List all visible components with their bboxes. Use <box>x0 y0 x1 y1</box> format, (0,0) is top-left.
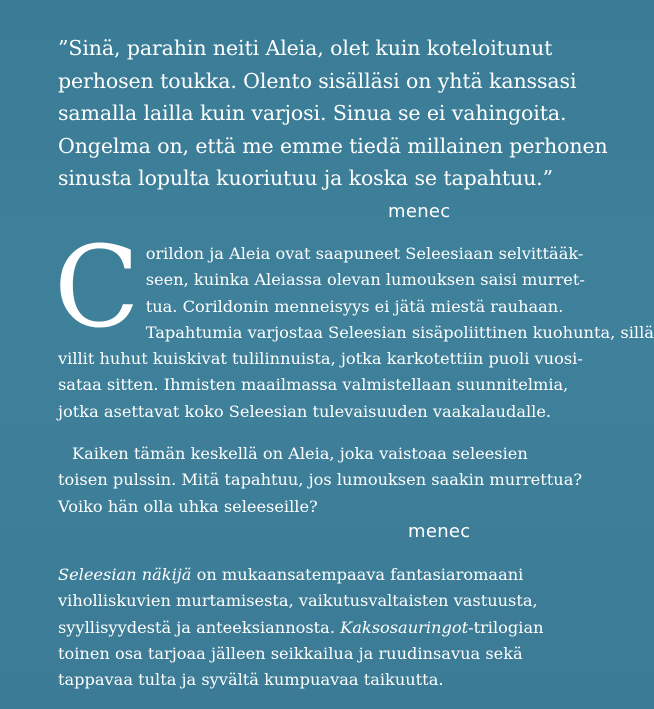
quote-line: Ongelma on, että me emme tiedä millainen perhonen <box>58 133 608 158</box>
synopsis-line: villit huhut kuiskivat tulilinnuista, jotka karkotettiin puoli vuosi- <box>58 349 583 369</box>
synopsis-line: tappavaa tulta ja syvältä kumpuavaa taikuutta. <box>58 670 444 690</box>
quote-line: ”Sinä, parahin neiti Aleia, olet kuin koteloitunut <box>58 36 553 60</box>
quote-line: perhosen toukka. Olento sisälläsi on yhtä kanssasi <box>58 68 577 93</box>
quote-line: samalla lailla kuin varjosi. Sinua se ei vahingoita. <box>58 101 567 126</box>
drop-cap: C <box>54 223 140 353</box>
synopsis-line: viholliskuvien murtamisesta, vaikutusvaltaisten vastuusta, <box>58 591 538 611</box>
synopsis-line: Voiko hän olla uhka seleeseille? <box>58 496 318 516</box>
series-title: Kaksosauringot <box>340 617 469 637</box>
synopsis-line: jotka asettavat koko Seleesian tulevaisuuden vaakalaudalle. <box>58 401 552 421</box>
watermark: menec <box>388 201 451 222</box>
synopsis-paragraph-1 <box>54 223 654 425</box>
text-segment: on mukaansatempaava fantasiaromaani <box>191 565 524 584</box>
synopsis-line <box>58 615 563 641</box>
synopsis-line: Tapahtumia varjostaa Seleesian sisäpoliittinen kuohunta, sillä <box>145 322 654 342</box>
book-title: Seleesian näkijä <box>58 565 192 584</box>
synopsis-line: tua. Corildonin menneisyys ei jätä miestä rauhaan. <box>145 296 564 316</box>
synopsis-line: toisen pulssin. Mitä tapahtuu, jos lumouksen saakin murrettua? <box>58 470 583 490</box>
text-segment: syyllisyydestä ja anteeksiannosta. <box>58 617 341 637</box>
synopsis-paragraph-3 <box>58 562 563 693</box>
synopsis-line <box>58 562 563 588</box>
synopsis-line: Kaiken tämän keskellä on Aleia, joka vaistoaa seleesien <box>72 444 528 463</box>
synopsis-paragraph-2 <box>58 441 583 520</box>
synopsis-line: seen, kuinka Aleiassa olevan lumouksen saisi murret- <box>145 270 585 290</box>
quote-line: sinusta lopulta kuoriutuu ja koska se tapahtuu.” <box>58 166 553 191</box>
synopsis-line: sataa sitten. Ihmisten maailmassa valmistellaan suunnitelmia, <box>58 375 569 395</box>
synopsis-line: toinen osa tarjoaa jälleen seikkailua ja ruudinsavua sekä <box>58 643 523 663</box>
synopsis-line: orildon ja Aleia ovat saapuneet Seleesiaan selvittääk- <box>145 244 584 263</box>
pull-quote <box>58 32 608 195</box>
watermark: menec <box>408 521 471 542</box>
text-segment: -trilogian <box>468 617 544 637</box>
